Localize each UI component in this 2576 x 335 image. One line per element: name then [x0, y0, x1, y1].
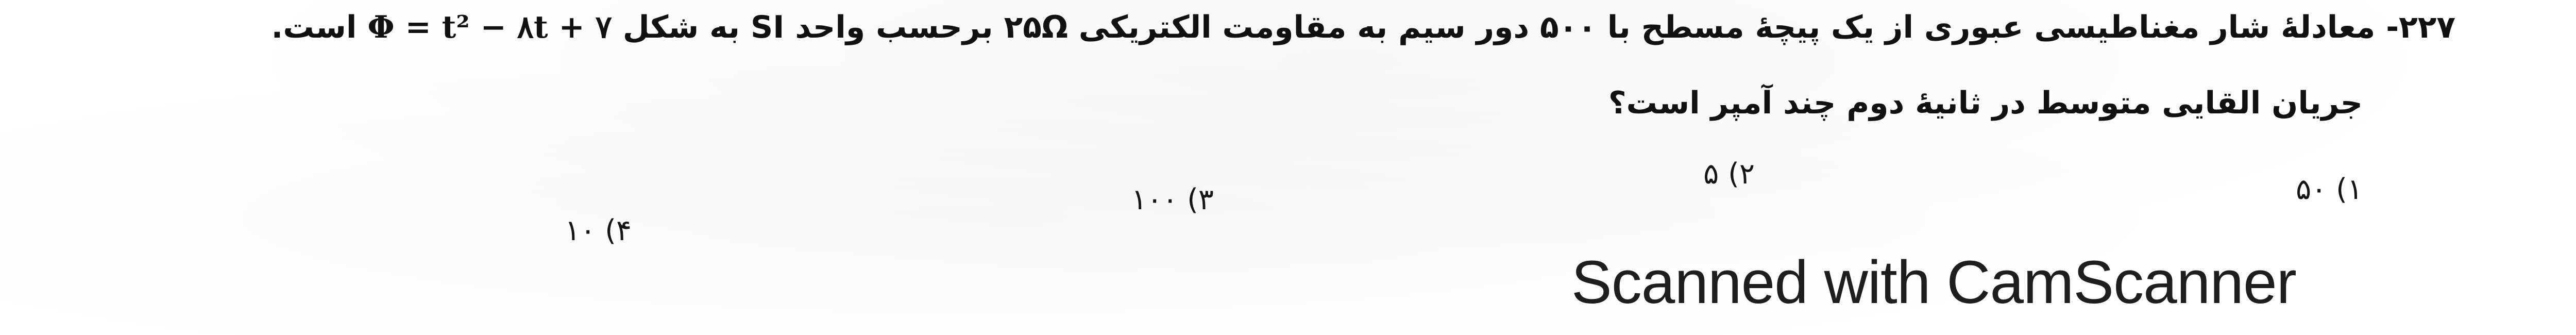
- option-2[interactable]: [1703, 157, 1755, 191]
- flux-formula: Φ = t² − ۸t + ۷: [367, 9, 612, 45]
- option-3-number: ۳): [1187, 183, 1214, 216]
- option-1-number: ۱): [2336, 173, 2363, 206]
- camscanner-watermark: Scanned with CamScanner: [1571, 248, 2296, 316]
- option-3-value: ۱۰۰: [1131, 183, 1178, 216]
- question-line-1: [272, 9, 2455, 45]
- question-text-end: است.: [271, 9, 357, 45]
- question-text-1: معادلهٔ شار مغناطیسی عبوری از یک پیچهٔ مسطح با ۵۰۰ دور سیم به مقاومت الکتریکی ۲۵Ω برحسب واحد SI به شکل: [622, 9, 2376, 45]
- question-number: ۲۲۷-: [2386, 9, 2455, 45]
- option-1-value: ۵۰: [2296, 173, 2327, 206]
- question-text-2: جریان القایی متوسط در ثانیهٔ دوم چند آمپر است؟: [1608, 85, 2363, 121]
- option-4-number: ۴): [605, 214, 632, 247]
- option-3[interactable]: [1131, 183, 1214, 216]
- option-4-value: ۱۰: [565, 214, 596, 247]
- option-4[interactable]: [565, 214, 632, 247]
- option-1[interactable]: [2296, 173, 2363, 206]
- question-line-2: [1608, 85, 2363, 121]
- option-2-number: ۲): [1728, 157, 1755, 191]
- option-2-value: ۵: [1703, 157, 1719, 191]
